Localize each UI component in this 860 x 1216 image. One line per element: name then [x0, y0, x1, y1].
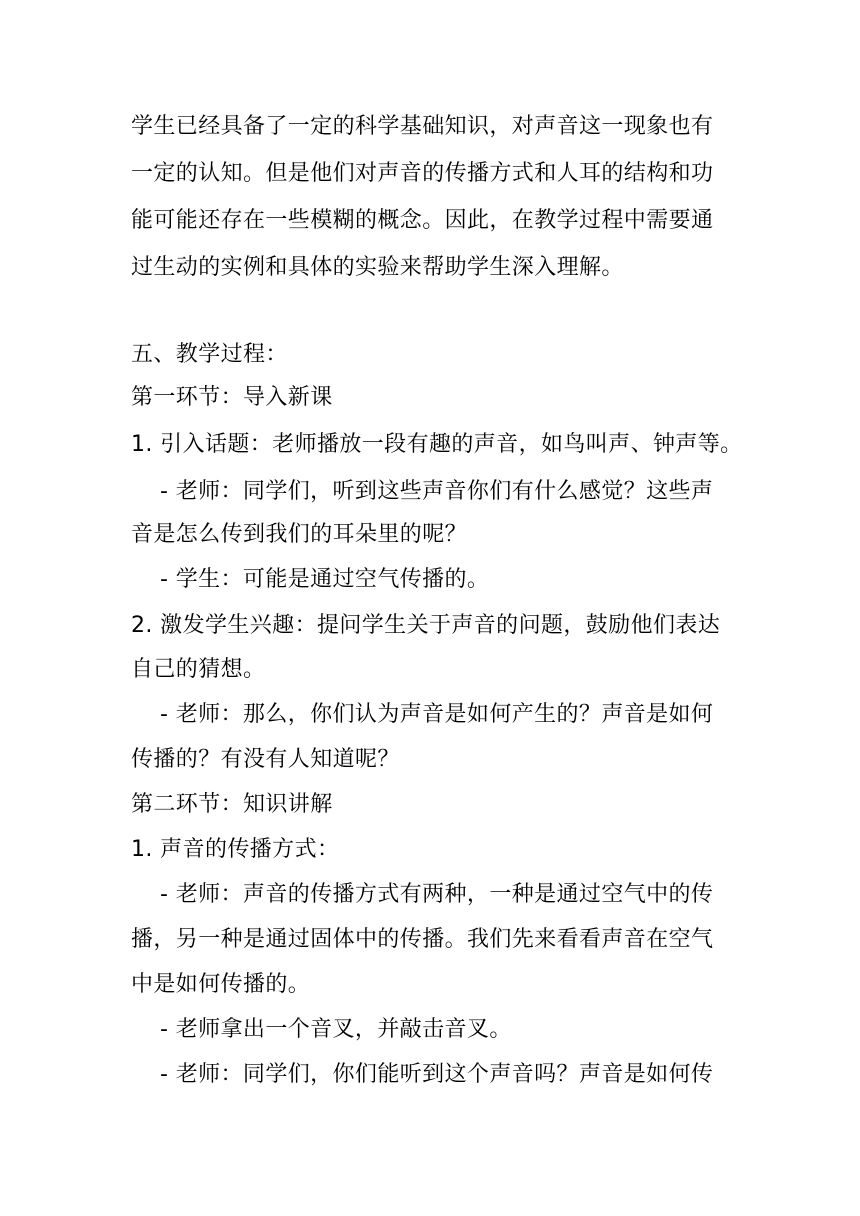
list-item: 1. 声音的传播方式：: [131, 837, 340, 862]
subsection-heading: 第二环节：知识讲解: [131, 792, 333, 817]
dialogue-line: 中是如何传播的。: [131, 972, 311, 997]
dialogue-line: - 老师拿出一个音叉，并敲击音叉。: [160, 1017, 512, 1042]
dialogue-line: 音是怎么传到我们的耳朵里的呢？: [131, 522, 468, 547]
paragraph-line: 学生已经具备了一定的科学基础知识，对声音这一现象也有: [131, 114, 714, 139]
dialogue-line: 传播的？有没有人知道呢？: [131, 747, 400, 772]
dialogue-line: - 老师：同学们，听到这些声音你们有什么感觉？这些声: [160, 479, 714, 504]
dialogue-line: - 老师：声音的传播方式有两种，一种是通过空气中的传: [160, 882, 714, 907]
list-item: 1. 引入话题：老师播放一段有趣的声音，如鸟叫声、钟声等。: [131, 432, 743, 457]
dialogue-line: - 老师：同学们，你们能听到这个声音吗？声音是如何传: [160, 1062, 714, 1087]
list-item: 2. 激发学生兴趣：提问学生关于声音的问题，鼓励他们表达: [131, 613, 721, 638]
dialogue-line: - 老师：那么，你们认为声音是如何产生的？声音是如何: [160, 702, 714, 727]
paragraph-line: 过生动的实例和具体的实验来帮助学生深入理解。: [131, 255, 624, 280]
paragraph-line: 一定的认知。但是他们对声音的传播方式和人耳的结构和功: [131, 161, 714, 186]
dialogue-line: 播，另一种是通过固体中的传播。我们先来看看声音在空气: [131, 927, 714, 952]
paragraph-line: 能可能还存在一些模糊的概念。因此，在教学过程中需要通: [131, 208, 714, 233]
dialogue-line: - 学生：可能是通过空气传播的。: [160, 567, 490, 592]
subsection-heading: 第一环节：导入新课: [131, 385, 333, 410]
list-item-continuation: 自己的猜想。: [131, 657, 266, 682]
section-heading: 五、教学过程：: [131, 342, 288, 367]
